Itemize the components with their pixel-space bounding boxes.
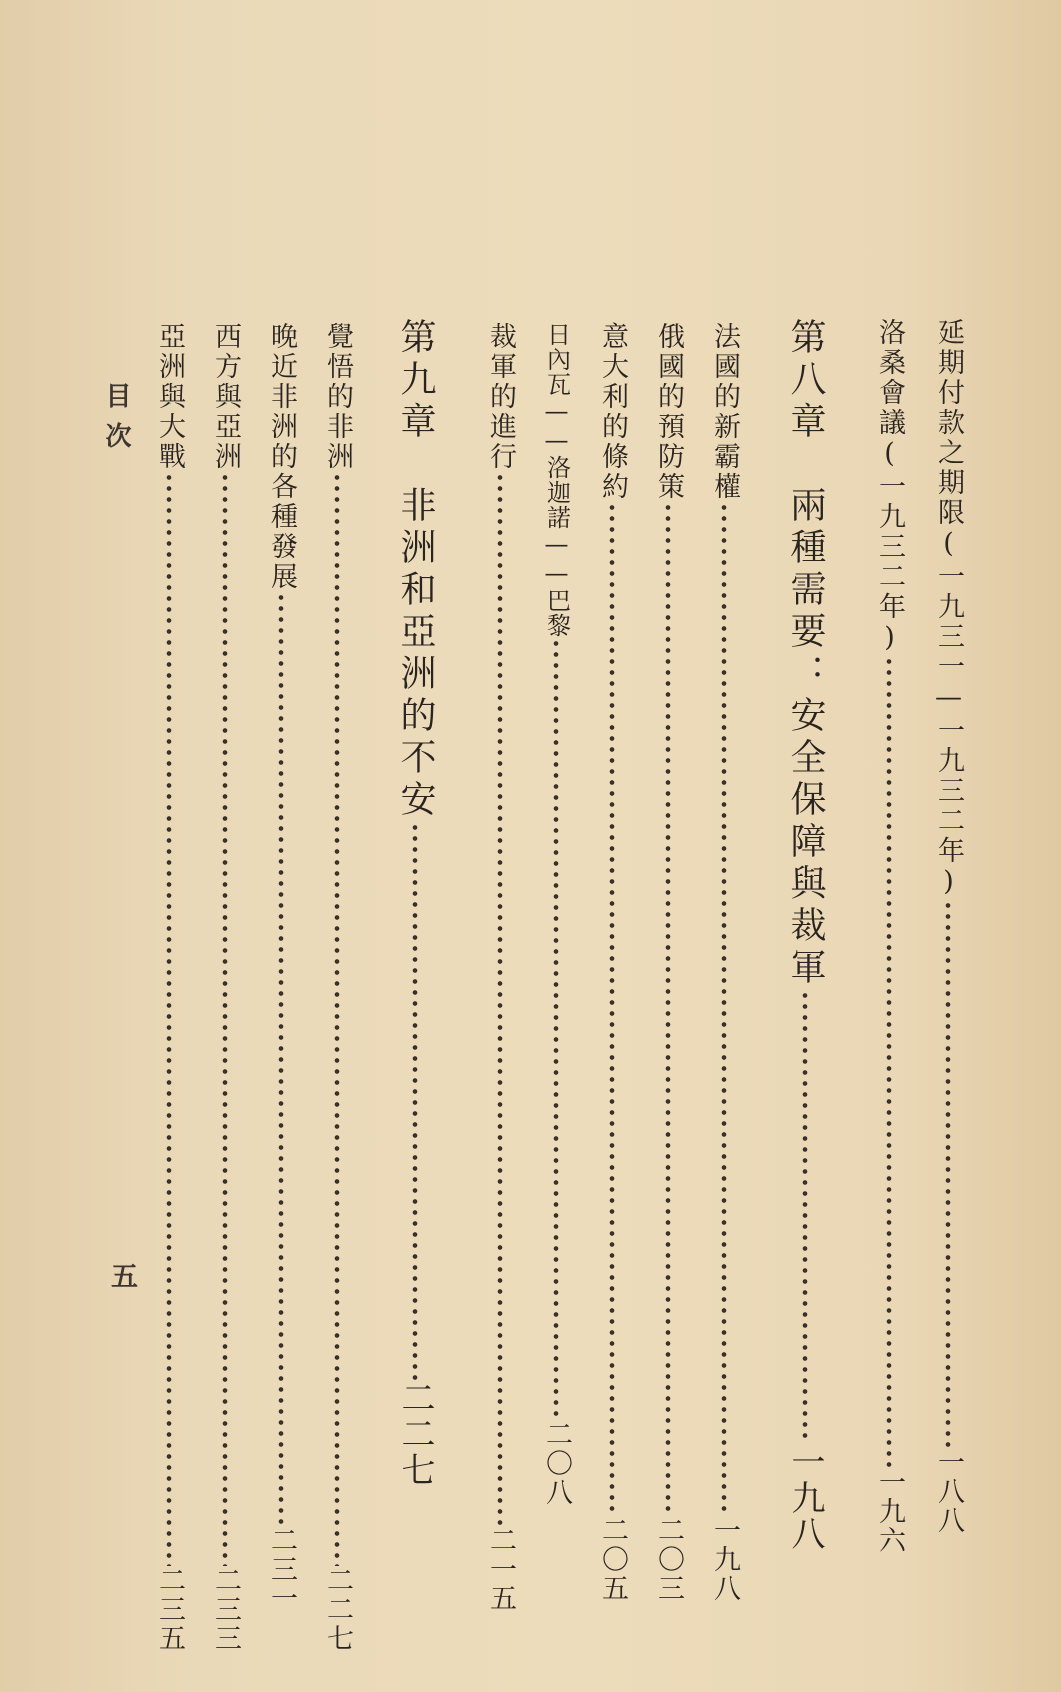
toc-entry	[259, 322, 303, 1613]
entry-title: 法國的新霸權	[709, 322, 740, 502]
toc-entry	[315, 322, 359, 1653]
entry-page-number: 二〇三	[653, 1516, 684, 1603]
entry-page-number: 二三一	[266, 1526, 297, 1613]
entry-page-number: 二三三	[210, 1566, 241, 1653]
toc-entry	[147, 322, 191, 1653]
dot-leader	[721, 502, 727, 1516]
entry-title: 西方與亞洲	[210, 322, 241, 472]
dot-leader	[886, 656, 892, 1468]
entry-page-number: 二二七	[322, 1566, 353, 1653]
entry-page-number: 二〇五	[597, 1516, 628, 1603]
dot-leader	[802, 990, 808, 1444]
toc-entry	[534, 322, 578, 1507]
dot-leader	[334, 472, 340, 1566]
toc-chapter-entry	[387, 318, 443, 1488]
entry-title: 日內瓦——洛迦諾——巴黎	[542, 322, 571, 638]
entry-page-number: 二三五	[154, 1566, 185, 1653]
dot-leader	[609, 502, 615, 1516]
dot-leader	[665, 502, 671, 1516]
toc-entry	[478, 322, 522, 1613]
dot-leader	[412, 822, 418, 1380]
entry-title: 亞洲與大戰	[154, 322, 185, 472]
dot-leader	[553, 638, 559, 1420]
dot-leader	[166, 472, 172, 1566]
entry-title: 意大利的條約	[597, 322, 628, 502]
entry-title: 俄國的預防策	[653, 322, 684, 502]
entry-page-number: 一九八	[709, 1516, 740, 1603]
dot-leader	[222, 472, 228, 1566]
entry-title: 晚近非洲的各種發展	[266, 322, 297, 592]
entry-title: 覺悟的非洲	[322, 322, 353, 472]
entry-page-number: 一八八	[933, 1448, 964, 1535]
chapter-title: 第九章 非洲和亞洲的不安	[395, 318, 436, 822]
toc-entry	[926, 318, 970, 1535]
page-number: 五	[106, 1262, 137, 1289]
dot-leader	[278, 592, 284, 1526]
chapter-page-number: 一九八	[785, 1444, 825, 1552]
entry-page-number: 二〇八	[541, 1420, 572, 1507]
toc-chapter-entry	[777, 318, 833, 1552]
entry-page-number: 二一五	[485, 1526, 516, 1613]
entry-page-number: 一九六	[874, 1468, 905, 1555]
toc-entry	[646, 322, 690, 1603]
toc-entry	[590, 322, 634, 1603]
chapter-page-number: 二二七	[395, 1380, 435, 1488]
dot-leader	[945, 900, 951, 1448]
entry-title: 裁軍的進行	[485, 322, 516, 472]
entry-title: 延期付款之期限(一九三一—一九三二年)	[933, 318, 964, 900]
toc-entry	[867, 318, 911, 1555]
entry-title: 洛桑會議(一九三二年)	[874, 318, 905, 656]
toc-entry	[203, 322, 247, 1653]
toc-entry	[702, 322, 746, 1603]
section-label: 目次	[101, 382, 131, 462]
dot-leader	[497, 472, 503, 1526]
chapter-title: 第八章 兩種需要：安全保障與裁軍	[785, 318, 826, 990]
